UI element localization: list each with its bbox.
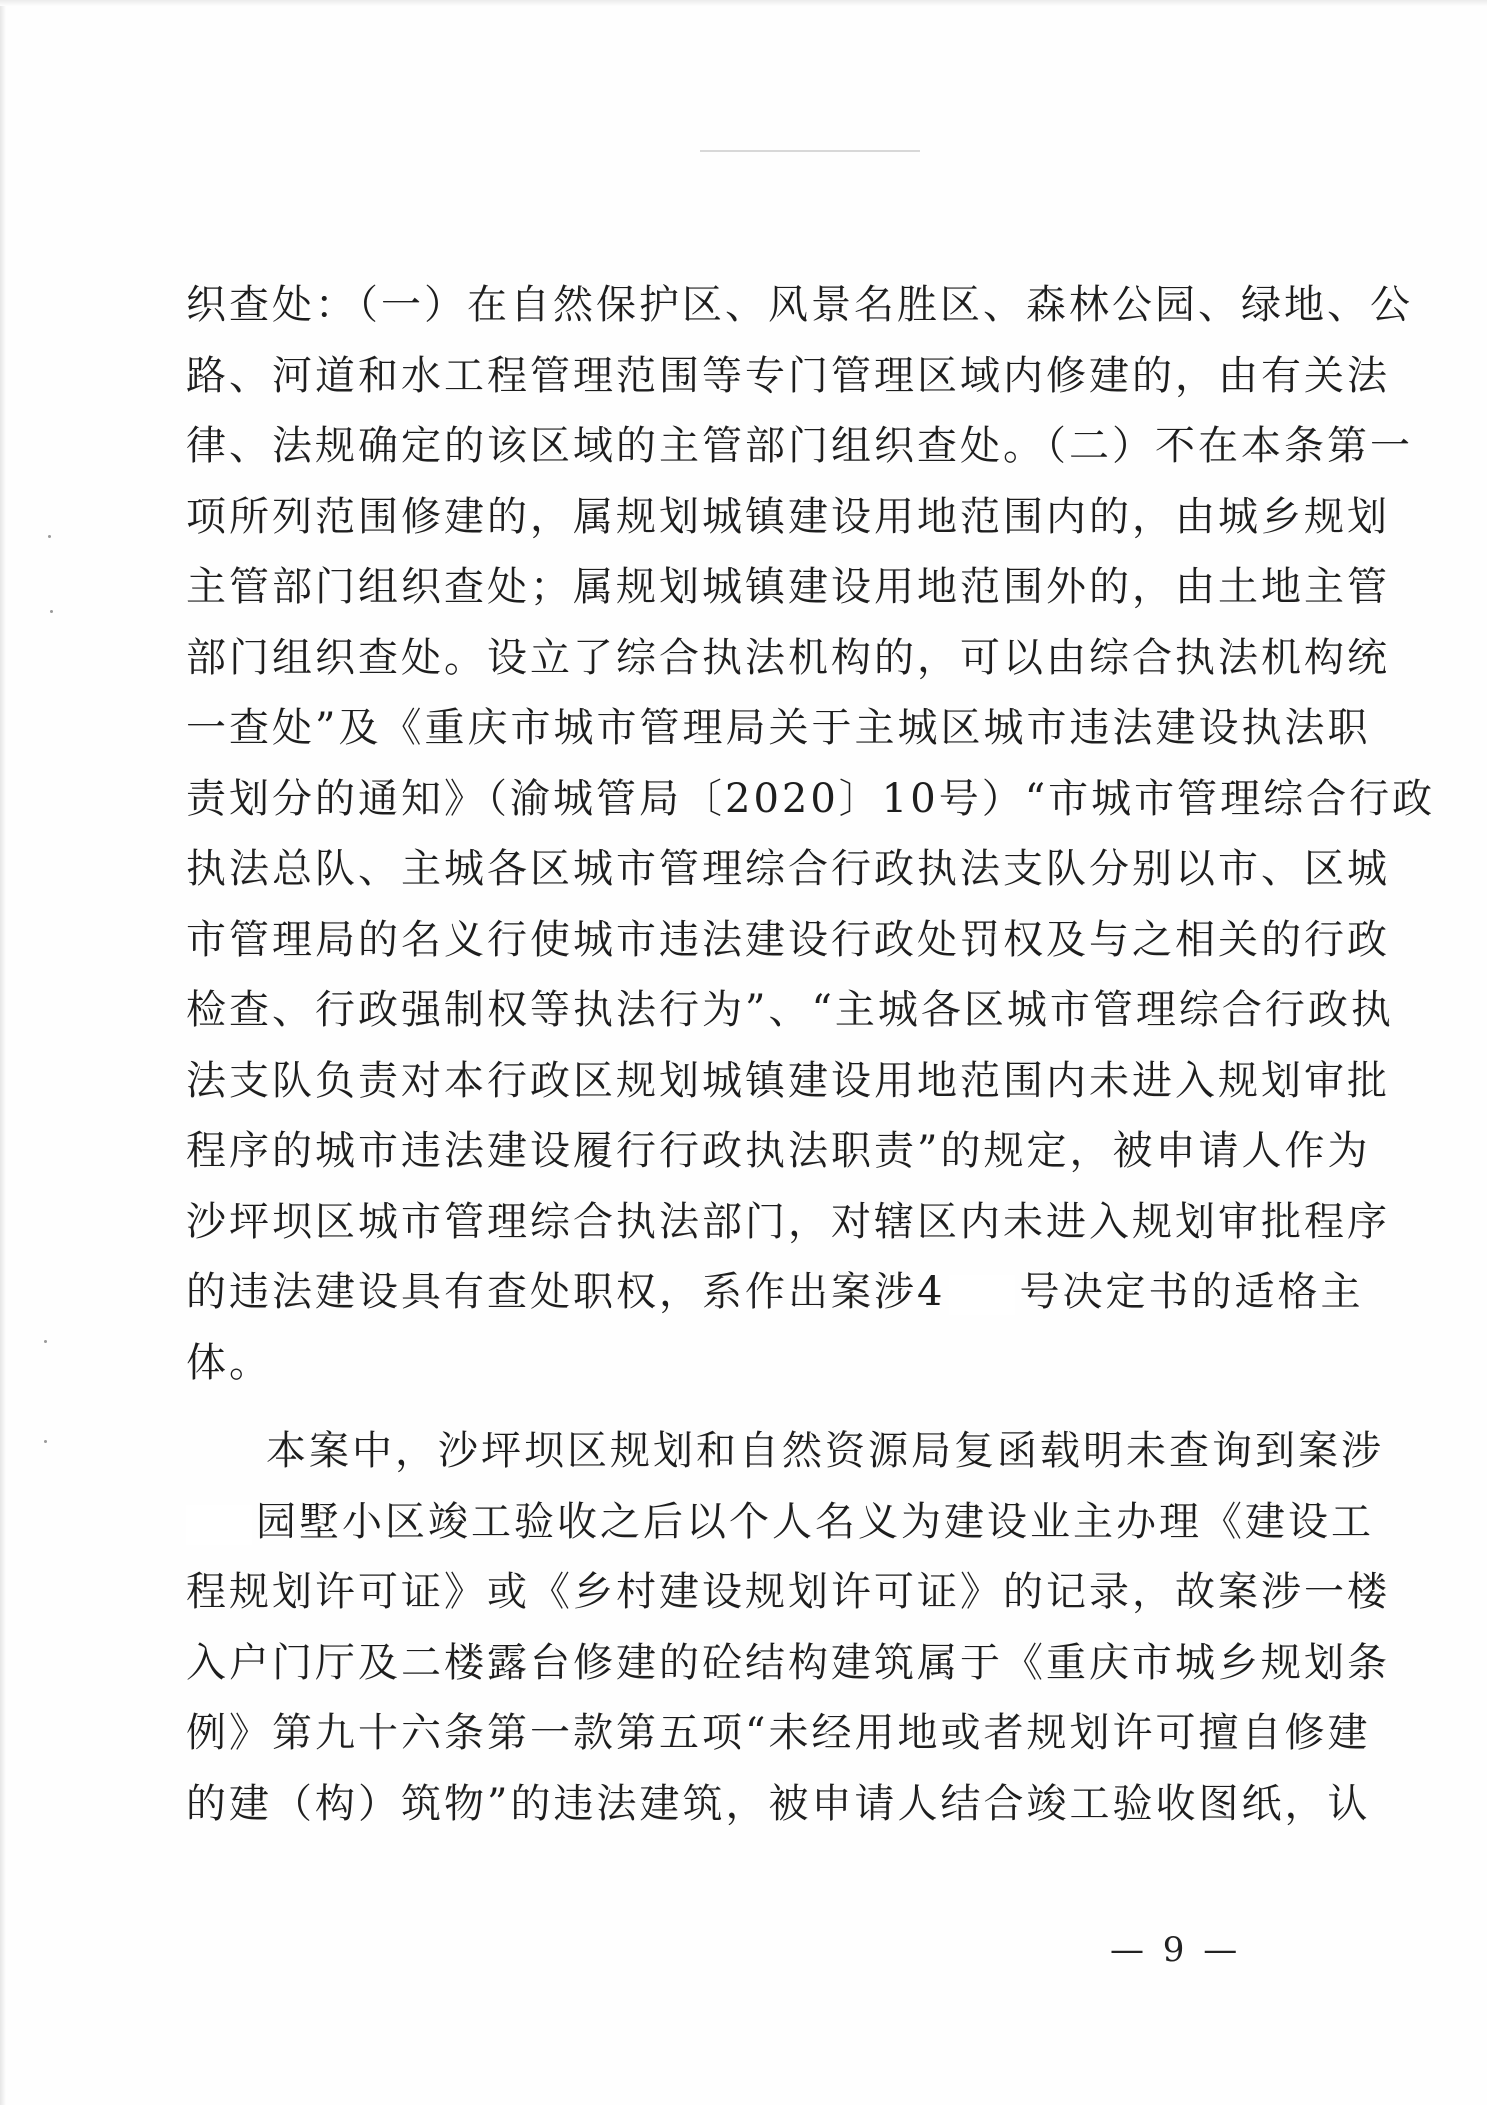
paragraph-start-line: 本案中，沙坪坝区规划和自然资源局复函载明未查询到案涉 bbox=[266, 1428, 1384, 1474]
text-segment: 的违法建设具有查处职权，系作出案涉4 bbox=[186, 1269, 946, 1315]
text-line: 检查、行政强制权等执法行为”、“主城各区城市管理综合行政执 bbox=[186, 987, 1394, 1033]
text-line: 例》第九十六条第一款第五项“未经用地或者规划许可擅自修建 bbox=[186, 1710, 1371, 1756]
binding-hole-mark bbox=[48, 535, 51, 538]
binding-hole-mark bbox=[44, 1440, 47, 1443]
binding-hole-mark bbox=[44, 1340, 47, 1343]
text-line: 执法总队、主城各区城市管理综合行政执法支队分别以市、区城 bbox=[186, 846, 1390, 892]
text-line: 体。 bbox=[186, 1339, 272, 1386]
text-line: 项所列范围修建的，属规划城镇建设用地范围内的，由城乡规划 bbox=[186, 493, 1390, 540]
text-segment: 号决定书的适格主 bbox=[1019, 1269, 1364, 1315]
body-text bbox=[186, 270, 1436, 1839]
redaction-block bbox=[186, 1505, 252, 1545]
text-line-with-redaction bbox=[186, 1487, 1374, 1558]
text-line: 部门组织查处。设立了综合执法机构的，可以由综合执法机构统 bbox=[186, 634, 1390, 681]
redaction-block bbox=[949, 1275, 1015, 1315]
text-line: 主管部门组织查处；属规划城镇建设用地范围外的，由土地主管 bbox=[186, 564, 1390, 610]
text-line: 的建（构）筑物”的违法建筑，被申请人结合竣工验收图纸，认 bbox=[186, 1780, 1371, 1827]
text-segment: 园墅小区竣工验收之后以个人名义为建设业主办理《建设工 bbox=[256, 1498, 1374, 1545]
scan-edge-left bbox=[0, 0, 6, 2105]
scan-artifact-top bbox=[700, 150, 920, 152]
text-line-with-redaction bbox=[186, 1257, 1364, 1328]
text-line: 路、河道和水工程管理范围等专门管理区域内修建的，由有关法 bbox=[186, 352, 1390, 399]
text-line: 市管理局的名义行使城市违法建设行政处罚权及与之相关的行政 bbox=[186, 916, 1390, 963]
text-line: 程规划许可证》或《乡村建设规划许可证》的记录，故案涉一楼 bbox=[186, 1569, 1390, 1615]
text-line: 沙坪坝区城市管理综合执法部门，对辖区内未进入规划审批程序 bbox=[186, 1198, 1390, 1245]
text-line: 织查处：（一）在自然保护区、风景名胜区、森林公园、绿地、公 bbox=[186, 282, 1413, 328]
binding-hole-mark bbox=[50, 610, 53, 613]
page-number: — 9 — bbox=[1110, 1930, 1242, 1970]
text-line: 入户门厅及二楼露台修建的砼结构建筑属于《重庆市城乡规划条 bbox=[186, 1639, 1390, 1686]
text-line: 律、法规确定的该区域的主管部门组织查处。（二）不在本条第一 bbox=[186, 423, 1413, 469]
text-line: 程序的城市违法建设履行行政执法职责”的规定，被申请人作为 bbox=[186, 1128, 1371, 1174]
text-line: 责划分的通知》（渝城管局〔2020〕10号）“市城市管理综合行政 bbox=[186, 775, 1436, 822]
scan-edge-top bbox=[0, 0, 1487, 6]
text-line: 法支队负责对本行政区规划城镇建设用地范围内未进入规划审批 bbox=[186, 1057, 1390, 1104]
text-line: 一查处”及《重庆市城市管理局关于主城区城市违法建设执法职 bbox=[186, 705, 1371, 751]
